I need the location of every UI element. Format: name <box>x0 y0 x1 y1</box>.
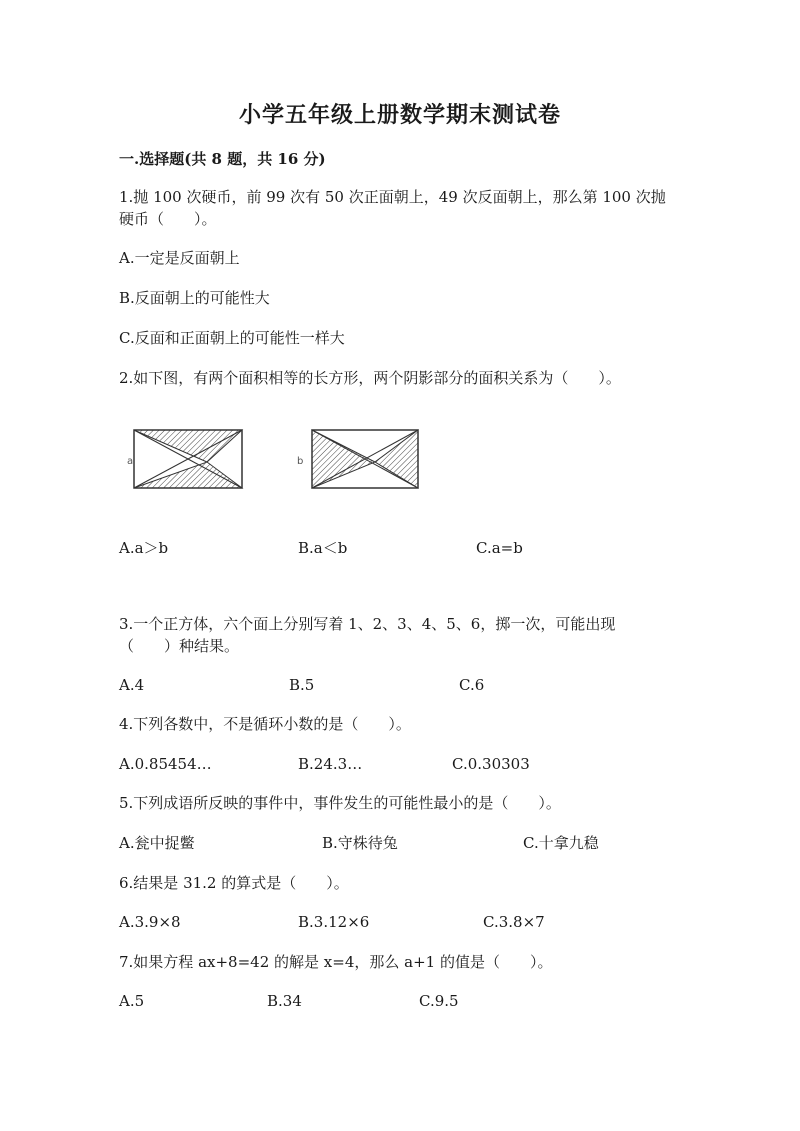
question-1-option-c: C.反面和正面朝上的可能性一样大 <box>119 329 345 347</box>
question-2-option-c: C.a=b <box>476 539 523 557</box>
question-2-option-b: B.a＜b <box>298 539 348 557</box>
page-title: 小学五年级上册数学期末测试卷 <box>238 102 561 128</box>
question-4-option-b: B.24.3… <box>298 755 363 773</box>
question-2-option-a: A.a＞b <box>119 539 169 557</box>
rectangle-b <box>297 430 418 488</box>
rectangles-figure <box>120 418 430 500</box>
section-heading: 一.选择题(共 8 题，共 16 分) <box>119 150 326 168</box>
figure-label-b: b <box>297 456 304 467</box>
question-5-option-a: A.瓮中捉鳖 <box>119 834 195 852</box>
question-3-option-b: B.5 <box>289 676 315 694</box>
question-1-option-a: A.一定是反面朝上 <box>119 249 240 267</box>
question-3-text: 3.一个正方体，六个面上分别写着 1、2、3、4、5、6，掷一次，可能出现 <box>119 615 616 633</box>
question-6-option-b: B.3.12×6 <box>298 913 370 931</box>
question-6-option-a: A.3.9×8 <box>119 913 181 931</box>
question-3-option-a: A.4 <box>119 676 145 694</box>
question-1-text-cont: 硬币（ ）。 <box>119 210 217 228</box>
question-4-option-c: C.0.30303 <box>452 755 530 773</box>
question-6-option-c: C.3.8×7 <box>483 913 545 931</box>
question-5-option-b: B.守株待兔 <box>322 834 398 852</box>
question-3-option-c: C.6 <box>459 676 485 694</box>
figure-label-a: a <box>127 456 134 467</box>
question-6-text: 6.结果是 31.2 的算式是（ ）。 <box>119 874 349 892</box>
question-4-text: 4.下列各数中，不是循环小数的是（ ）。 <box>119 715 411 733</box>
question-7-option-a: A.5 <box>119 992 145 1010</box>
question-5-text: 5.下列成语所反映的事件中，事件发生的可能性最小的是（ ）。 <box>119 794 561 812</box>
question-1-text: 1.抛 100 次硬币，前 99 次有 50 次正面朝上，49 次反面朝上，那么第 100 次抛 <box>119 188 666 206</box>
question-1-option-b: B.反面朝上的可能性大 <box>119 289 270 307</box>
question-4-option-a: A.0.85454… <box>119 755 212 773</box>
question-7-option-c: C.9.5 <box>419 992 459 1010</box>
rectangle-a <box>127 430 242 488</box>
question-3-text-cont: （ ）种结果。 <box>119 637 240 655</box>
question-7-option-b: B.34 <box>267 992 302 1010</box>
question-7-text: 7.如果方程 ax+8=42 的解是 x=4，那么 a+1 的值是（ ）。 <box>119 953 553 971</box>
question-5-option-c: C.十拿九稳 <box>523 834 599 852</box>
question-2-text: 2.如下图，有两个面积相等的长方形，两个阴影部分的面积关系为（ ）。 <box>119 369 621 387</box>
